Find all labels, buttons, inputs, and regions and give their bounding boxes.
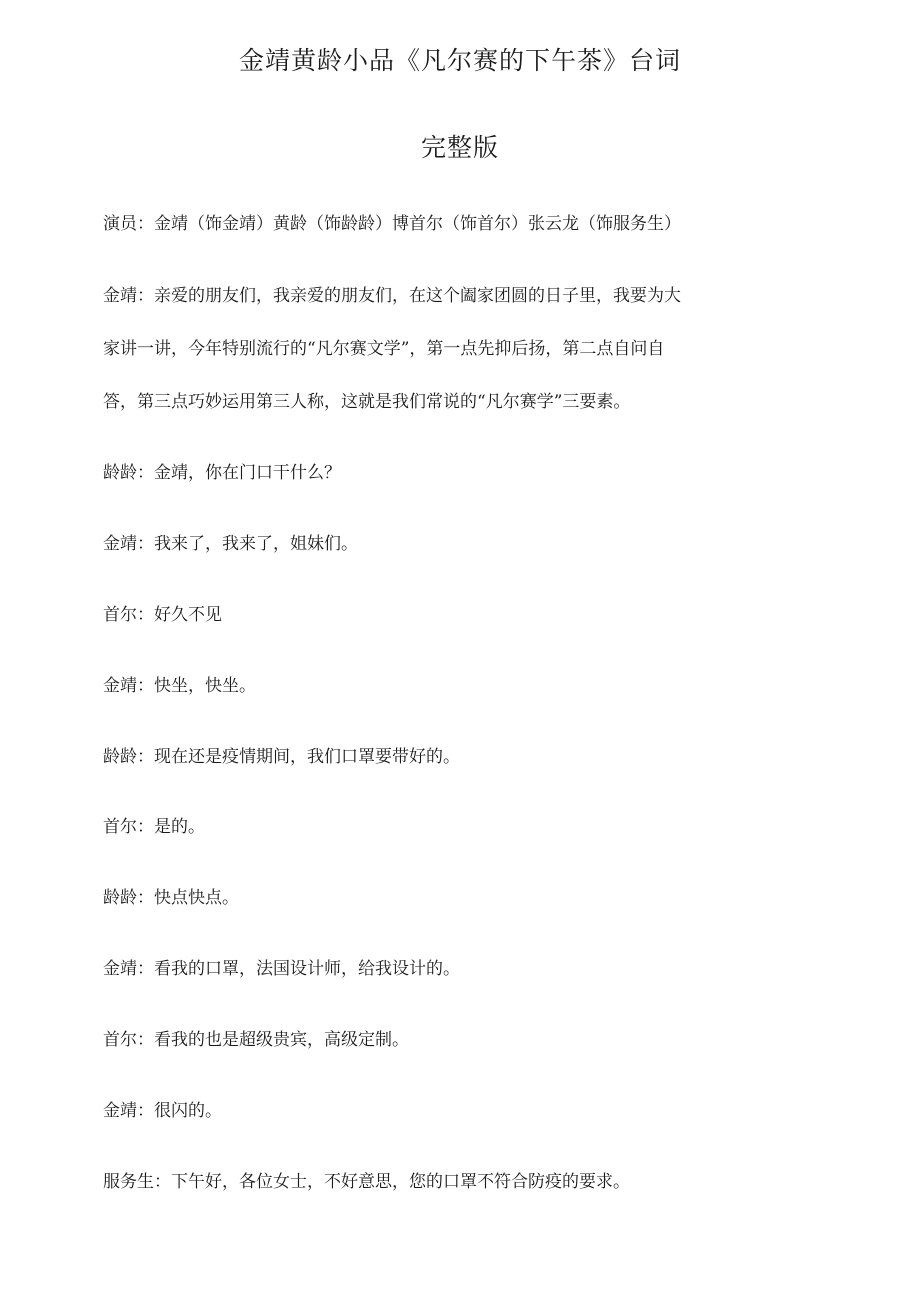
dialogue-line: 龄龄：快点快点。 xyxy=(103,888,239,908)
dialogue-line: 金靖：看我的口罩，法国设计师，给我设计的。 xyxy=(103,959,460,979)
dialogue-line: 首尔：是的。 xyxy=(103,817,205,837)
dialogue-line: 龄龄：金靖，你在门口干什么？ xyxy=(103,463,341,483)
document-subtitle: 完整版 xyxy=(420,133,499,162)
dialogue-line: 金靖：快坐，快坐。 xyxy=(103,676,256,696)
dialogue-line: 金靖：我来了，我来了，姐妹们。 xyxy=(103,534,358,554)
dialogue-line: 金靖：亲爱的朋友们，我亲爱的朋友们，在这个阖家团圆的日子里，我要为大 xyxy=(103,286,681,306)
dialogue-line: 首尔：看我的也是超级贵宾，高级定制。 xyxy=(103,1030,409,1050)
dialogue-line: 金靖：很闪的。 xyxy=(103,1101,222,1121)
dialogue-line: 答，第三点巧妙运用第三人称，这就是我们常说的“凡尔赛学”三要素。 xyxy=(103,392,631,412)
dialogue-line: 服务生：下午好，各位女士，不好意思，您的口罩不符合防疫的要求。 xyxy=(103,1172,630,1192)
dialogue-line: 龄龄：现在还是疫情期间，我们口罩要带好的。 xyxy=(103,747,460,767)
dialogue-line: 家讲一讲，今年特别流行的“凡尔赛文学”，第一点先抑后扬，第二点自问自 xyxy=(103,339,665,359)
cast-list: 演员：金靖（饰金靖）黄龄（饰龄龄）博首尔（饰首尔）张云龙（饰服务生） xyxy=(103,214,681,234)
dialogue-line: 首尔：好久不见 xyxy=(103,605,222,625)
document-title: 金靖黄龄小品《凡尔赛的下午茶》台词 xyxy=(238,46,681,75)
